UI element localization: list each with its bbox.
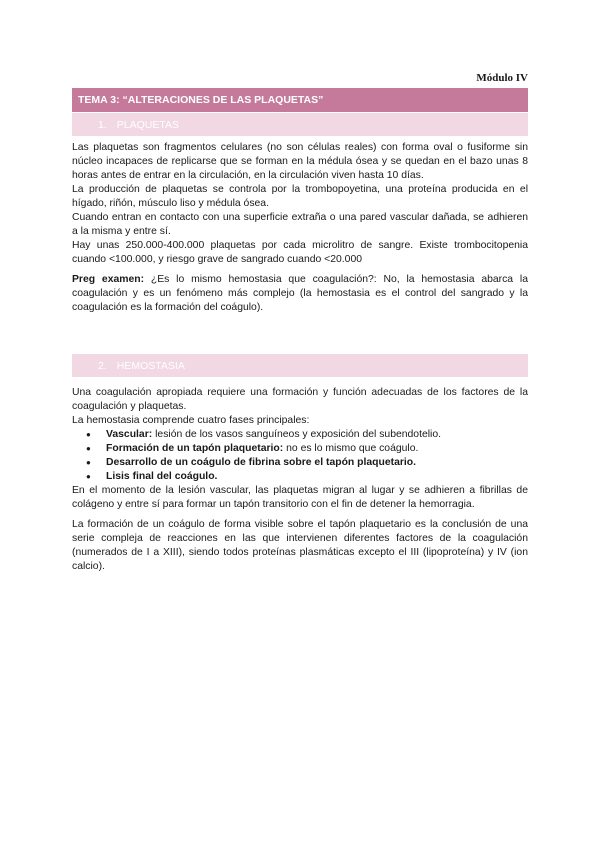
section-number: 2. — [98, 359, 107, 372]
paragraph: La producción de plaquetas se controla por la trombopoyetina, una proteína producida en el hígado, riñón, músculo liso y médula ósea. — [72, 184, 528, 209]
paragraph: Las plaquetas son fragmentos celulares (no son células reales) con forma oval o fusiforme sin núcleo incapaces de replicarse que se forman en la médula ósea y se quedan en el bazo unas 8 horas antes de entrar en la circulación, en la circulación viven hasta 10 días. — [72, 142, 528, 181]
list-item: ● Formación de un tapón plaquetario: no es lo mismo que coágulo. — [106, 442, 528, 456]
section-title: HEMOSTASIA — [116, 359, 185, 372]
section-heading-plaquetas — [72, 113, 528, 136]
section-number: 1. — [98, 118, 107, 131]
paragraph: Cuando entran en contacto con una superficie extraña o una pared vascular dañada, se adhieren a la misma y entre sí. — [72, 212, 528, 237]
list-item: ● Lisis final del coágulo. — [106, 470, 528, 484]
exam-text: ¿Es lo mismo hemostasia que coagulación?: No, la hemostasia abarca la coagulación y es un fenómeno más complejo (la hemostasia es el control del sangrado y la coagulación es la formación del coágulo). — [72, 274, 528, 313]
section-title: PLAQUETAS — [116, 118, 180, 131]
paragraph: La hemostasia comprende cuatro fases principales: — [72, 415, 310, 426]
paragraph: Hay unas 250.000-400.000 plaquetas por cada microlitro de sangre. Existe trombocitopenia cuando <100.000, y riesgo grave de sangrado cuando <20.000 — [72, 240, 528, 265]
paragraph: En el momento de la lesión vascular, las plaquetas migran al lugar y se adhieren a fibrillas de colágeno y entre sí para formar un tapón transitorio con el fin de detener la hemorragia. — [72, 485, 528, 510]
list-item: ● Desarrollo de un coágulo de fibrina sobre el tapón plaquetario. — [106, 456, 528, 470]
section-hemostasia-body — [72, 386, 528, 574]
list-item: ● Vascular: lesión de los vasos sanguíneos y exposición del subendotelio. — [106, 428, 528, 442]
section-heading-hemostasia — [72, 354, 528, 377]
phases-list — [72, 428, 528, 484]
section-plaquetas-body — [72, 141, 528, 315]
module-label: Módulo IV — [476, 72, 528, 84]
tema-title: TEMA 3: “ALTERACIONES DE LAS PLAQUETAS” — [78, 94, 324, 106]
tema-title-bar — [72, 88, 528, 112]
exam-label: Preg examen: — [72, 274, 145, 285]
paragraph: La formación de un coágulo de forma visible sobre el tapón plaquetario es la conclusión de una serie compleja de reacciones en las que intervienen diferentes factores de la coagulación (numerados de I a XIII), siendo todos proteínas plasmáticas excepto el III (lipoproteína) y IV (ion calcio). — [72, 519, 528, 572]
paragraph: Una coagulación apropiada requiere una formación y función adecuadas de los factores de la coagulación y plaquetas. — [72, 387, 528, 412]
exam-question — [72, 273, 528, 315]
